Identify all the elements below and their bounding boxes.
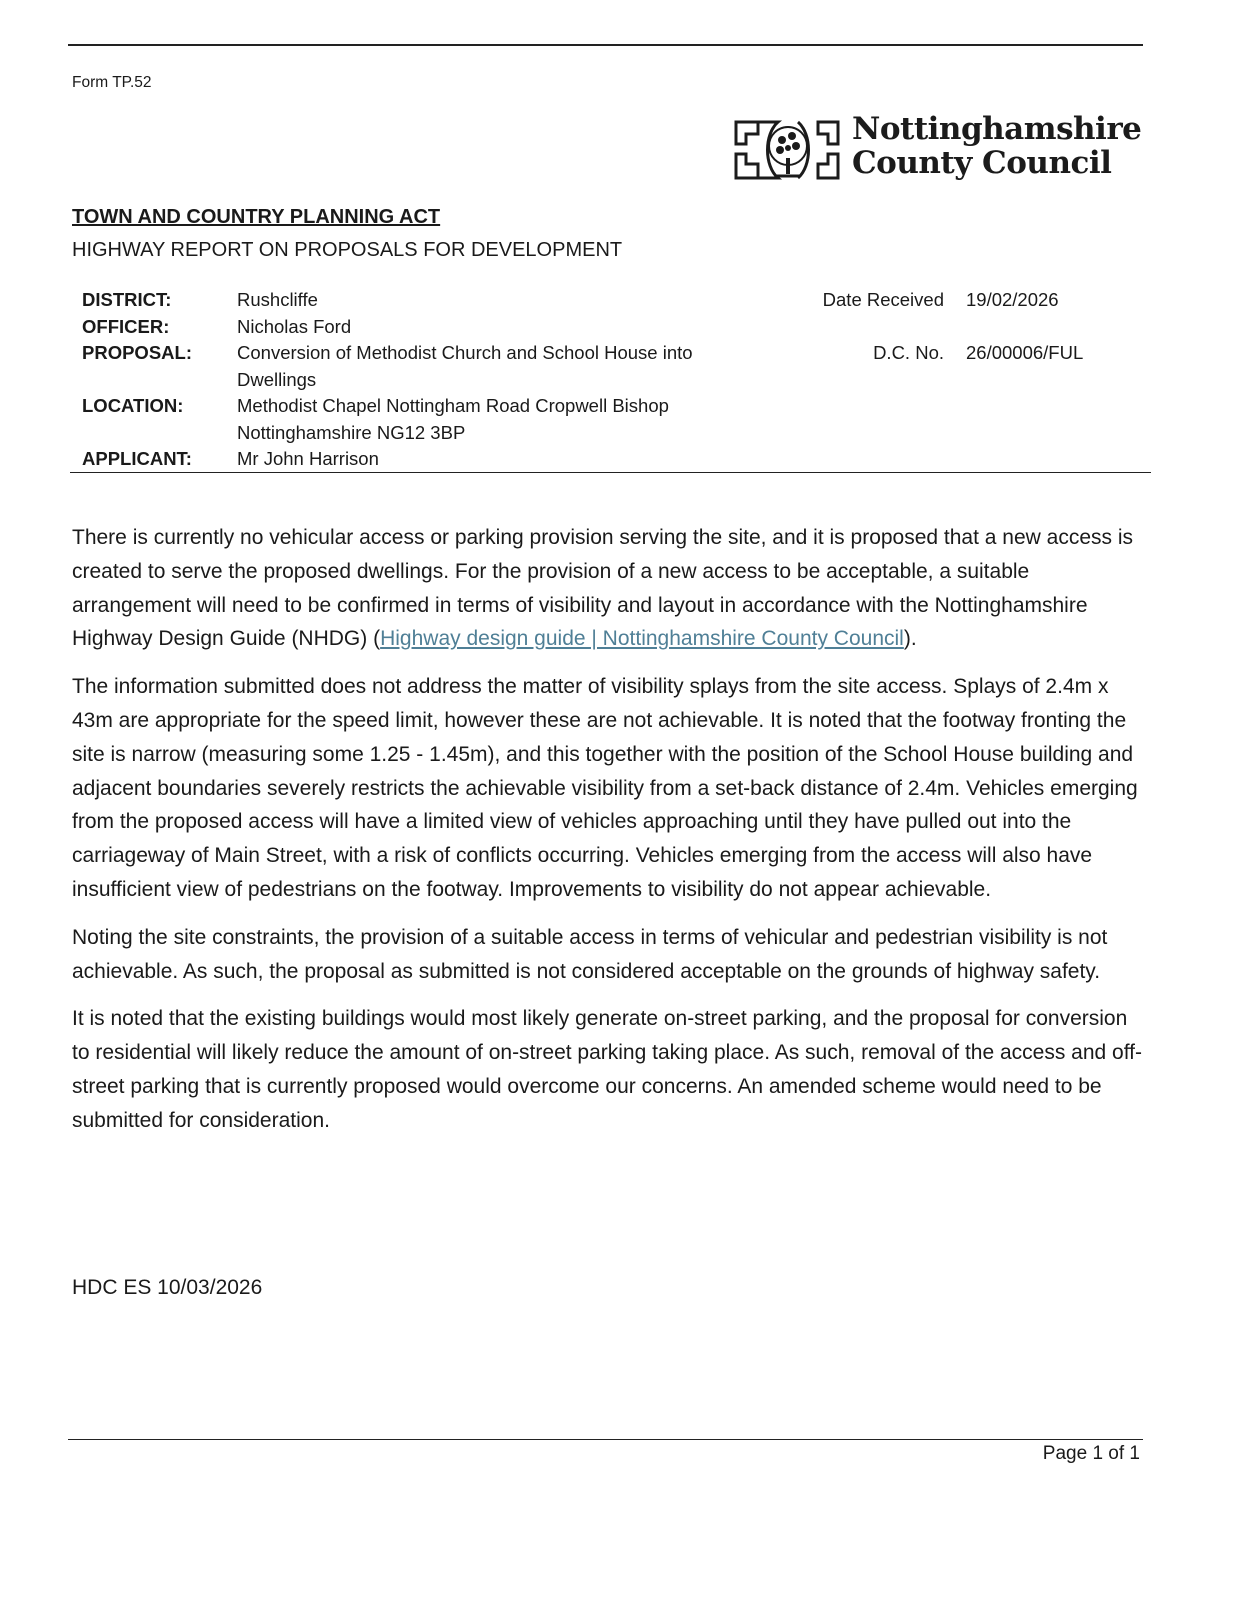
council-logo — [734, 112, 1144, 188]
form-id: Form TP.52 — [72, 74, 152, 91]
paragraph-parking: It is noted that the existing buildings would most likely generate on-street parking, and the proposal for conversion to residential will likely reduce the amount of on-street parking taking place. As such, removal of the access and off-street parking that is currently proposed would overcome our concerns. An amended scheme would need to be submitted for consideration. — [72, 1007, 1143, 1132]
details-row-applicant — [82, 446, 1142, 473]
applicant-value: Mr John Harrison — [237, 448, 379, 469]
paragraph-access-end: ). — [903, 627, 917, 651]
proposal-label: PROPOSAL: — [82, 342, 192, 363]
details-row-proposal — [82, 340, 1142, 393]
sign-off: HDC ES 10/03/2026 — [72, 1276, 263, 1299]
council-name-line1: Nottinghamshire — [852, 111, 1142, 147]
paragraph-access — [72, 521, 1147, 656]
council-name — [852, 112, 1141, 180]
date-received-label: Date Received — [822, 289, 944, 310]
officer-value: Nicholas Ford — [237, 315, 352, 337]
proposal-value: Conversion of Methodist Church and School House into Dwellings — [237, 342, 693, 390]
location-value: Methodist Chapel Nottingham Road Cropwell Bishop Nottinghamshire NG12 3BP — [237, 395, 669, 443]
act-title: TOWN AND COUNTRY PLANNING ACT — [72, 206, 441, 228]
footer-rule — [68, 1439, 1143, 1440]
council-crest-icon — [734, 114, 842, 184]
details-divider — [70, 472, 1151, 473]
details-row-location — [82, 393, 1142, 446]
page-number: Page 1 of 1 — [1042, 1443, 1140, 1464]
district-label: DISTRICT: — [82, 289, 172, 310]
district-value: Rushcliffe — [237, 289, 318, 310]
details-row-district — [82, 287, 1142, 314]
applicant-label: APPLICANT: — [82, 448, 192, 469]
paragraph-access-text: There is currently no vehicular access or parking provision serving the site, and it is proposed that a new access is created to serve the proposed dwellings. For the provision of a new access to be acceptable, a suitable arrangement will need to be confirmed in terms of visibility and layout in accordance with the Nottinghamshire Highway Design Guide (NHDG) ( — [72, 526, 1134, 651]
report-body — [72, 521, 1147, 1152]
council-name-line2: County Council — [852, 145, 1112, 181]
paragraph-constraints: Noting the site constraints, the provision of a suitable access in terms of vehicular and pedestrian visibility is not achievable. As such, the proposal as submitted is not considered acceptable on the grounds of highway safety. — [72, 925, 1108, 983]
design-guide-link[interactable]: Highway design guide | Nottinghamshire County Council — [380, 627, 904, 651]
top-rule — [68, 44, 1143, 46]
date-received-value: 19/02/2026 — [966, 289, 1059, 310]
location-label: LOCATION: — [82, 395, 184, 416]
dc-no-label: D.C. No. — [873, 342, 944, 363]
report-subtitle: HIGHWAY REPORT ON PROPOSALS FOR DEVELOPMENT — [72, 239, 623, 261]
details-row-officer — [82, 314, 1142, 341]
dc-no-value: 26/00006/FUL — [966, 342, 1084, 363]
paragraph-visibility: The information submitted does not address the matter of visibility splays from the site access. Splays of 2.4m x 43m are appropriate for the speed limit, however these are not achievable. It is noted that the footway fronting the site is narrow (measuring some 1.25 - 1.45m), and this together with the position of the School House building and adjacent boundaries severely restricts the achievable visibility from a set-back distance of 2.4m. Vehicles emerging from the proposed access will have a limited view of vehicles approaching until they have pulled out into the carriageway of Main Street, with a risk of conflicts occurring. Vehicles emerging from the access will also have insufficient view of pedestrians on the footway. Improvements to visibility do not appear achievable. — [72, 675, 1138, 901]
officer-label: OFFICER: — [82, 315, 170, 337]
details-table — [82, 287, 1142, 473]
